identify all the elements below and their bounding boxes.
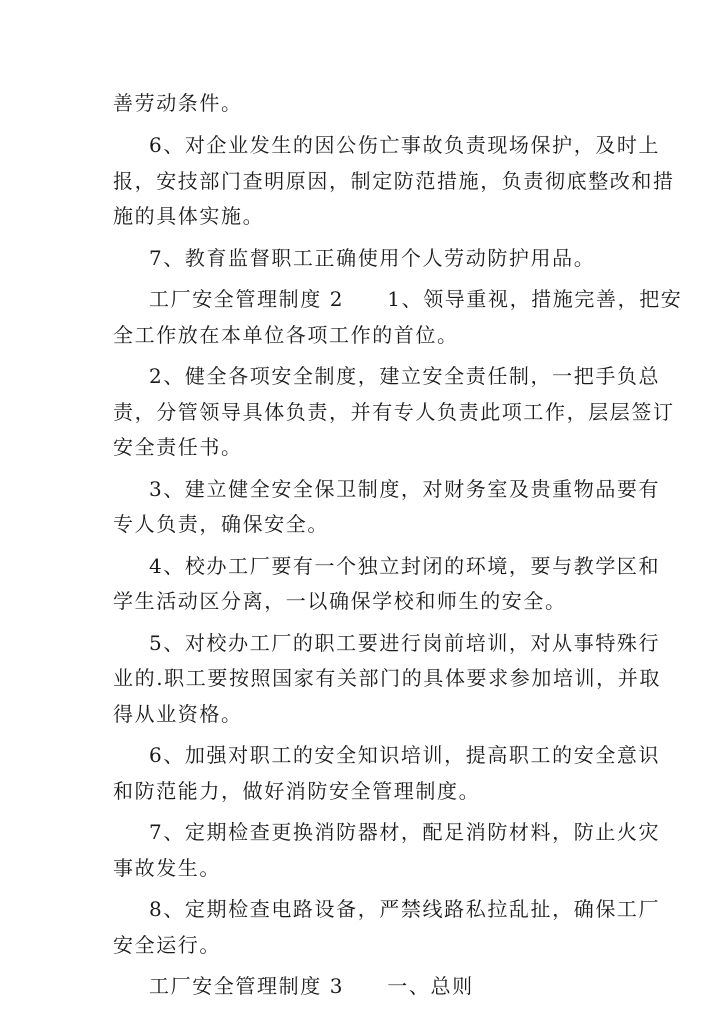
text-line: 5、对校办工厂的职工要进行岗前培训，对从事特殊行 bbox=[149, 631, 661, 655]
text-line: 3、建立健全安全保卫制度，对财务室及贵重物品要有 bbox=[149, 477, 661, 501]
text-line: 责，分管领导具体负责，并有专人负责此项工作，层层签订 bbox=[113, 400, 675, 424]
text-line: 得从业资格。 bbox=[113, 702, 243, 726]
text-line: 安全运行。 bbox=[113, 933, 221, 957]
text-line: 6、对企业发生的因公伤亡事故负责现场保护，及时上 bbox=[149, 133, 661, 157]
text-line: 业的.职工要按照国家有关部门的具体要求参加培训，并取 bbox=[113, 666, 661, 690]
text-line: 施的具体实施。 bbox=[113, 204, 265, 228]
text-line: 6、加强对职工的安全知识培训，提高职工的安全意识 bbox=[149, 743, 661, 767]
text-line: 2、健全各项安全制度，建立安全责任制，一把手负总 bbox=[149, 364, 661, 388]
text-line: 7、教育监督职工正确使用个人劳动防护用品。 bbox=[149, 246, 596, 270]
text-line: 7、定期检查更换消防器材，配足消防材料，防止火灾 bbox=[149, 820, 661, 844]
text-line: 事故发生。 bbox=[113, 856, 221, 880]
text-line: 8、定期检查电路设备，严禁线路私拉乱扯，确保工厂 bbox=[149, 897, 661, 921]
text-line: 全工作放在本单位各项工作的首位。 bbox=[113, 323, 459, 347]
text-line: 专人负责，确保安全。 bbox=[113, 512, 329, 536]
text-line: 报，安技部门查明原因，制定防范措施，负责彻底整改和措 bbox=[113, 169, 675, 193]
section-heading-line: 工厂安全管理制度 3 一、总则 bbox=[149, 974, 474, 998]
section-heading-line: 工厂安全管理制度 2 1、领导重视，措施完善，把安 bbox=[149, 287, 683, 311]
text-line: 善劳动条件。 bbox=[113, 91, 243, 115]
text-line: 4、校办工厂要有一个独立封闭的环境，要与教学区和 bbox=[149, 554, 661, 578]
text-line: 安全责任书。 bbox=[113, 435, 243, 459]
text-line: 和防范能力，做好消防安全管理制度。 bbox=[113, 779, 481, 803]
text-line: 学生活动区分离，一以确保学校和师生的安全。 bbox=[113, 589, 567, 613]
